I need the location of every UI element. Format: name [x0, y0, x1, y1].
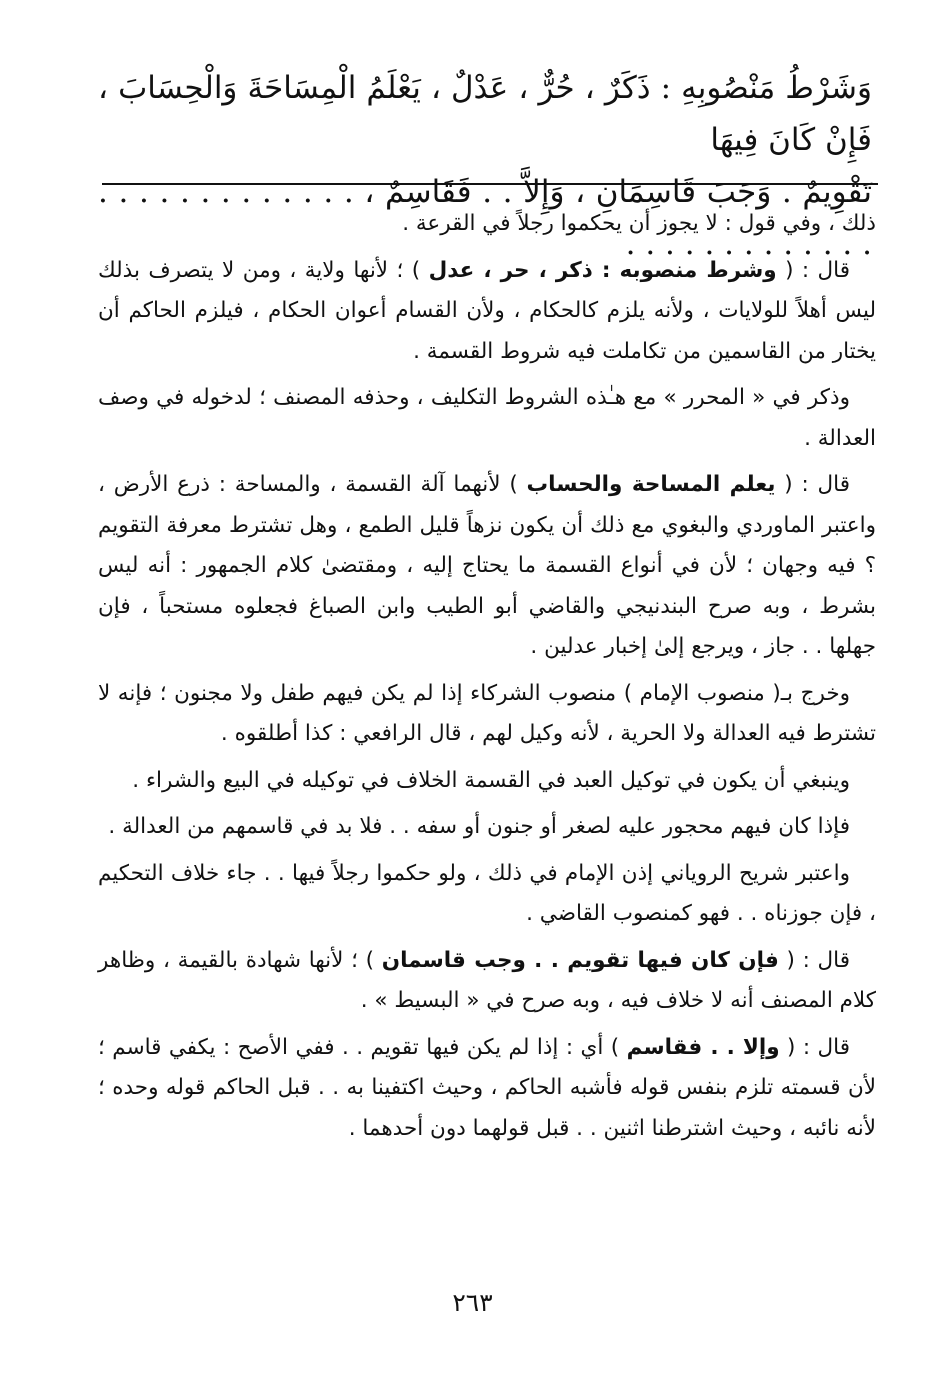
commentary-paragraph — [98, 854, 876, 935]
commentary-paragraph — [98, 807, 876, 848]
separator-rule — [102, 183, 878, 185]
commentary-fragment: قال : ( — [778, 947, 850, 973]
commentary-fragment: ) أي : إذا لم يكن فيها تقويم . . ففي الأصح : يكفي قاسم ؛ لأن قسمته تلزم بنفس قوله فأشبه الحاكم ، وحيث اكتفينا به . . قبل الحاكم قوله وحده ؛ لأنه نائبه ، وحيث اشترطنا اثنين . . قبل قولهما دون أحدهما . — [98, 1034, 876, 1141]
commentary-paragraph — [98, 1028, 876, 1150]
commentary-fragment: واعتبر شريح الروياني إذن الإمام في ذلك ، ولو حكموا رجلاً فيها . . جاء خلاف التحكيم ، فإن جوزناه . . فهو كمنصوب القاضي . — [98, 860, 876, 926]
commentary-paragraph — [98, 674, 876, 755]
commentary-fragment: قال : ( — [775, 472, 850, 497]
commentary-fragment: قال : ( — [776, 257, 851, 283]
commentary-paragraph — [98, 941, 876, 1022]
commentary-fragment: وخرج بـ( منصوب الإمام ) منصوب الشركاء إذا لم يكن فيهم طفل ولا مجنون ؛ فإنه لا تشترط فيه العدالة ولا الحرية ، لأنه وكيل لهم ، قال الرافعي : كذا أطلقوه . — [98, 680, 876, 746]
commentary-fragment: ) ؛ لأنها ولاية ، ومن لا يتصرف بذلك ليس أهلاً للولايات ، ولأنه يلزم كالحكام ، ولأن القسام أعوان الحكام ، فيلزم الحاكم أن يختار من القاسمين من تكاملت فيه شروط القسمة . — [98, 257, 876, 364]
commentary-fragment: وذكر في « المحرر » مع هـٰذه الشروط التكليف ، وحذفه المصنف ؛ لدخوله في وصف العدالة . — [98, 385, 876, 451]
commentary-paragraph — [98, 378, 876, 459]
quoted-matn: يعلم المساحة والحساب — [526, 472, 776, 497]
page-number: ٢٦٣ — [452, 1288, 493, 1317]
quoted-matn: وإلا . . فقاسم — [626, 1034, 780, 1060]
commentary-fragment: ) لأنهما آلة القسمة ، والمساحة : ذرع الأرض ، واعتبر الماوردي والبغوي مع ذلك أن يكون نزهاً قليل الطمع ، وهل تشترط معرفة التقويم ؟ فيه وجهان ؛ لأن في أنواع القسمة ما يحتاج إليه ، ومقتضىٰ كلام الجمهور : أنه ليس بشرط ، وبه صرح البندنيجي والقاضي أبو الطيب وابن الصباغ فجعلوه مستحباً ، فإن جهلها . . جاز ، ويرجع إلىٰ إخبار عدلين . — [98, 472, 876, 659]
commentary-paragraph — [98, 251, 876, 373]
quoted-matn: وشرط منصوبه : ذكر ، حر ، عدل — [428, 257, 777, 283]
commentary-fragment: فإذا كان فيهم محجور عليه لصغر أو جنون أو سفه . . فلا بد في قاسمهم من العدالة . — [108, 814, 850, 839]
commentary-fragment: قال : ( — [779, 1034, 850, 1060]
commentary-paragraph — [98, 204, 876, 245]
quoted-matn: فإن كان فيها تقويم . . وجب قاسمان — [381, 947, 779, 973]
matn-line-2: تَقْوِيمٌ . وَجَبَ قَاسِمَانِ ، وَإِلاَّ . . فَقَاسِمٌ ، . . . . . . . . . . . . . . . . . . . . . . . . . . — [98, 174, 872, 262]
commentary-fragment: ذلك ، وفي قول : لا يجوز أن يحكموا رجلاً في القرعة . — [402, 211, 876, 236]
matn-line-1: وَشَرْطُ مَنْصُوبِهِ : ذَكَرٌ ، حُرٌّ ، عَدْلٌ ، يَعْلَمُ الْمِسَاحَةَ وَالْحِسَابَ ، فَإِنْ كَانَ فِيهَا — [98, 70, 872, 158]
commentary-fragment: ) ؛ لأنها شهادة بالقيمة ، وظاهر كلام المصنف أنه لا خلاف فيه ، وبه صرح في « البسيط » . — [98, 947, 876, 1013]
commentary-fragment: وينبغي أن يكون في توكيل العبد في القسمة الخلاف في توكيله في البيع والشراء . — [132, 767, 850, 793]
commentary-paragraph — [98, 465, 876, 668]
commentary-paragraph — [98, 761, 876, 802]
commentary-text — [98, 204, 876, 1155]
